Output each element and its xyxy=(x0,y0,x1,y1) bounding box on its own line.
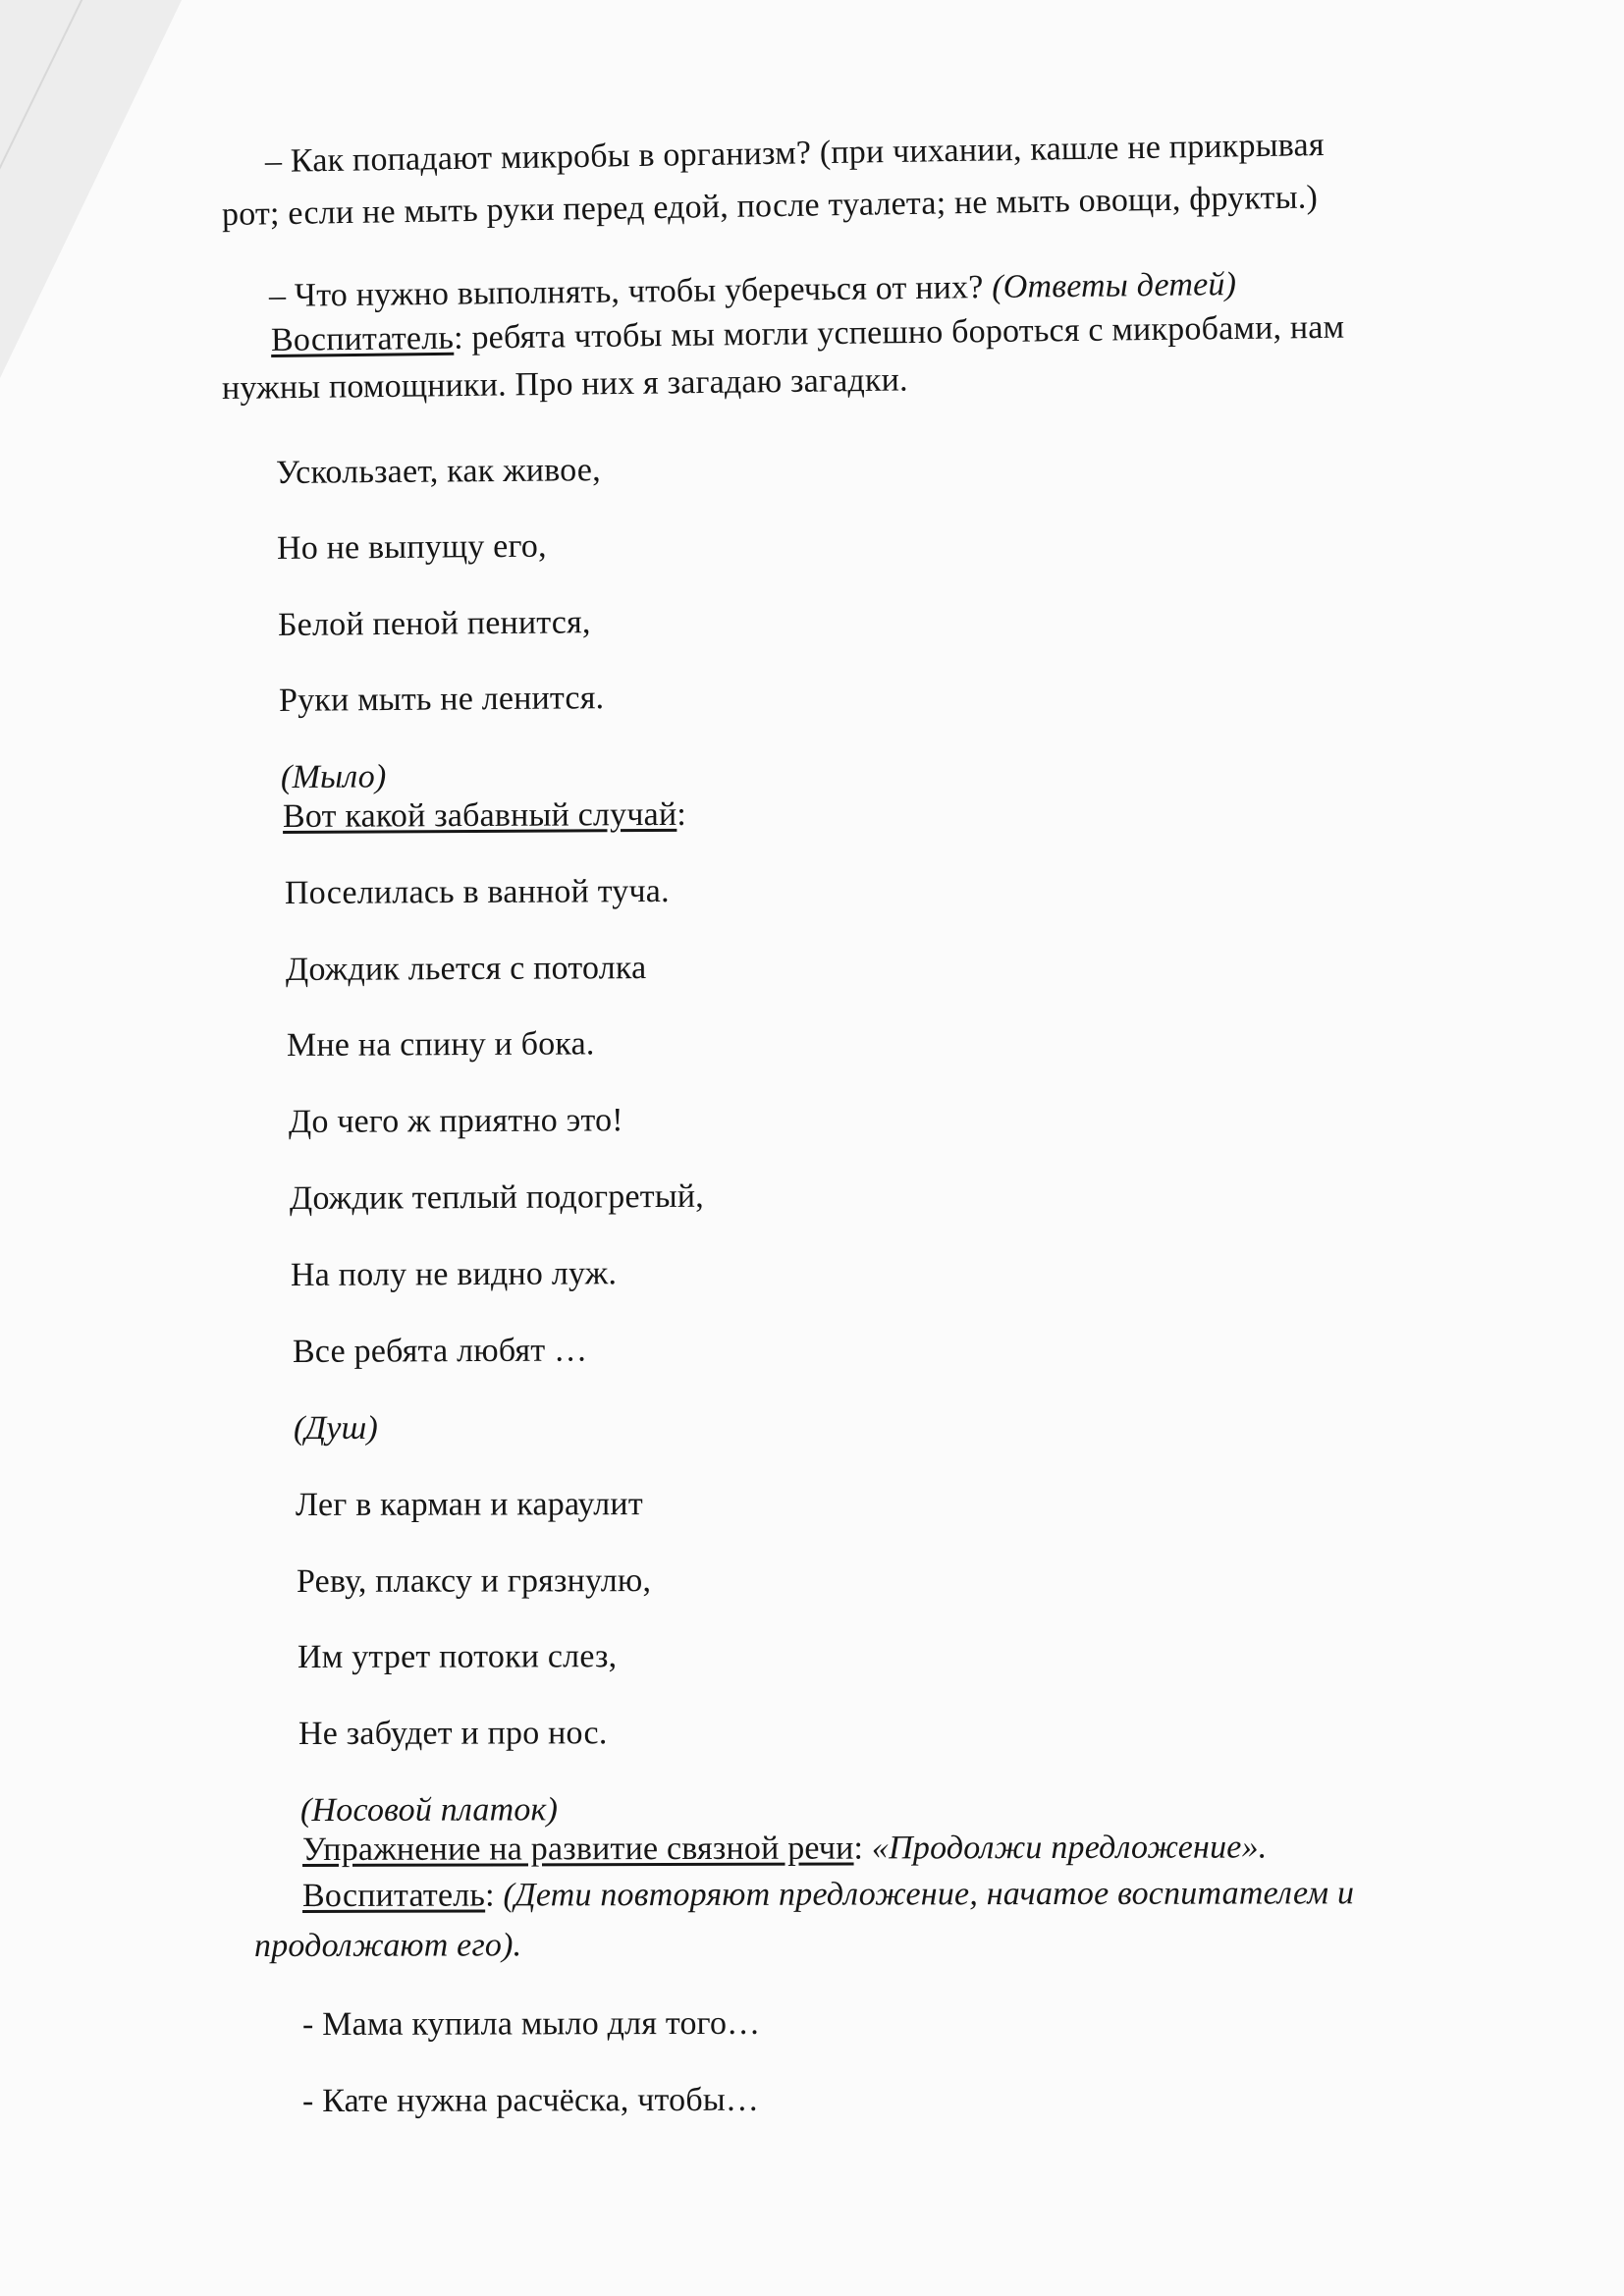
text-line: Белой пеной пенится, xyxy=(277,604,591,643)
text-line: Реву, плаксу и грязнулю, xyxy=(296,1562,652,1600)
text-line: Руки мыть не ленится. xyxy=(278,680,605,719)
text-line: Дождик теплый подогретый, xyxy=(289,1177,705,1217)
text-line: Воспитатель: ребята чтобы мы могли успешно бороться с микробами, нам xyxy=(270,308,1345,358)
text-line: До чего ж приятно это! xyxy=(288,1102,623,1140)
text-line: рот; если не мыть руки перед едой, после туалета; не мыть овощи, фрукты.) xyxy=(221,179,1319,233)
text-line: (Душ) xyxy=(293,1409,379,1447)
scanned-page-corner xyxy=(0,0,182,378)
text-line: Воспитатель: (Дети повторяют предложение, начатое воспитателем и xyxy=(301,1875,1355,1914)
text-line: Поселилась в ванной туча. xyxy=(284,872,670,911)
text-line: продолжают его). xyxy=(253,1927,522,1964)
text-line: нужны помощники. Про них я загадаю загадки. xyxy=(221,361,908,407)
text-line: Ускользает, как живое, xyxy=(275,452,601,491)
text-line: Мне на спину и бока. xyxy=(286,1025,595,1064)
text-line: – Что нужно выполнять, чтобы уберечься от них? (Ответы детей) xyxy=(268,265,1237,314)
text-line: Лег в карман и караулит xyxy=(295,1486,643,1523)
text-line: Дождик льется с потолка xyxy=(285,950,647,988)
text-line: Вот какой забавный случай: xyxy=(282,795,687,835)
text-line: Упражнение на развитие связной речи: «Продолжи предложение». xyxy=(301,1829,1268,1868)
text-line: Не забудет и про нос. xyxy=(298,1715,608,1752)
text-line: Все ребята любят … xyxy=(292,1332,588,1370)
text-line: На полу не видно луж. xyxy=(290,1255,618,1293)
text-line: - Кате нужна расчёска, чтобы… xyxy=(301,2081,760,2119)
text-line: – Как попадают микробы в организм? (при чихании, кашле не прикрывая xyxy=(264,127,1325,180)
text-line: Но не выпущу его, xyxy=(276,527,547,567)
text-line: - Мама купила мыло для того… xyxy=(301,2004,761,2043)
text-line: Им утрет потоки слез, xyxy=(297,1638,618,1675)
text-line: (Мыло) xyxy=(280,758,387,795)
text-line: (Носовой платок) xyxy=(299,1791,559,1829)
